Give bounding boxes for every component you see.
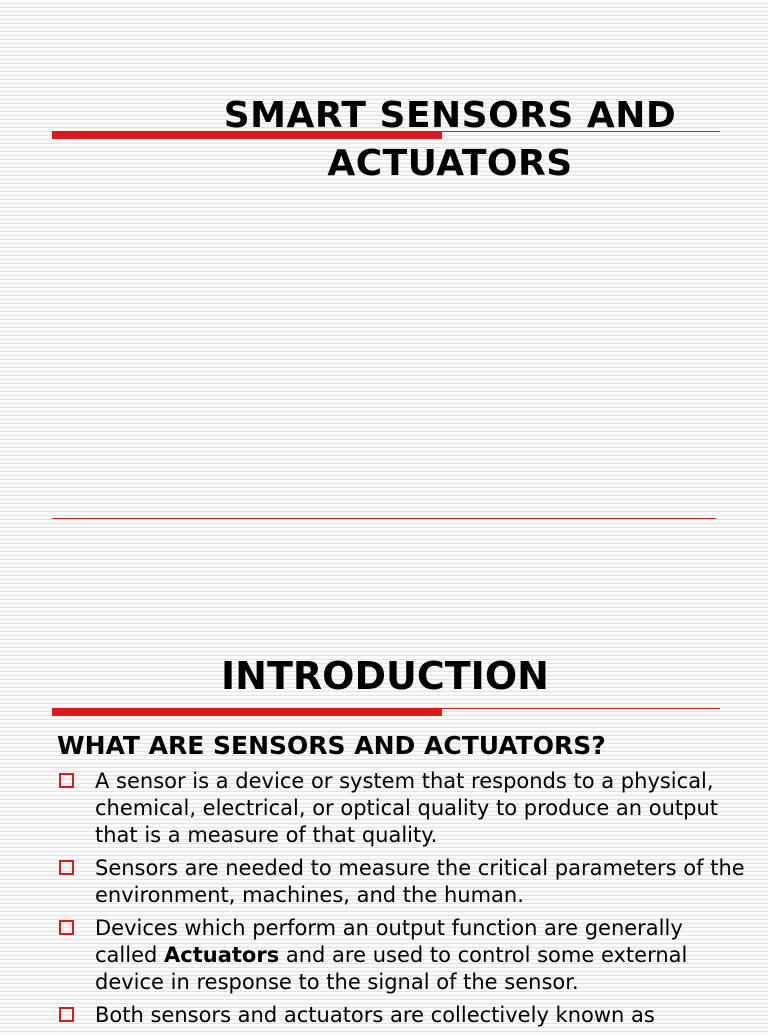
list-item — [57, 1002, 747, 1029]
subheading: WHAT ARE SENSORS AND ACTUATORS? — [57, 731, 606, 760]
bullet-list — [57, 768, 747, 1035]
bullet-text-before: Devices which perform an output function are generally called — [95, 916, 683, 967]
slide-title: SMART SENSORS AND ACTUATORS — [223, 95, 677, 184]
list-item — [57, 915, 747, 996]
section-accent-line — [52, 708, 720, 709]
bullet-text: Both sensors and actuators are collectively known as — [95, 1003, 655, 1027]
list-item — [57, 768, 747, 849]
introduction-slide — [0, 560, 768, 1027]
bullet-text: Sensors are needed to measure the critical parameters of the environment, machines, and the human. — [95, 856, 745, 907]
hollow-square-icon — [59, 920, 74, 935]
hollow-square-icon — [59, 773, 74, 788]
section-title: INTRODUCTION — [221, 654, 549, 698]
hollow-square-icon — [59, 1007, 74, 1022]
footer-divider — [52, 518, 716, 519]
bullet-text: A sensor is a device or system that responds to a physical, chemical, electrical, or optical quality to produce an output that is a measure of that quality. — [95, 769, 719, 847]
bullet-text-after: and are used to control some external device in response to the signal of the sensor. — [95, 943, 688, 994]
hollow-square-icon — [59, 860, 74, 875]
section-accent-bar — [52, 708, 442, 716]
list-item — [57, 855, 747, 909]
bullet-bold-term: Actuators — [164, 943, 280, 967]
